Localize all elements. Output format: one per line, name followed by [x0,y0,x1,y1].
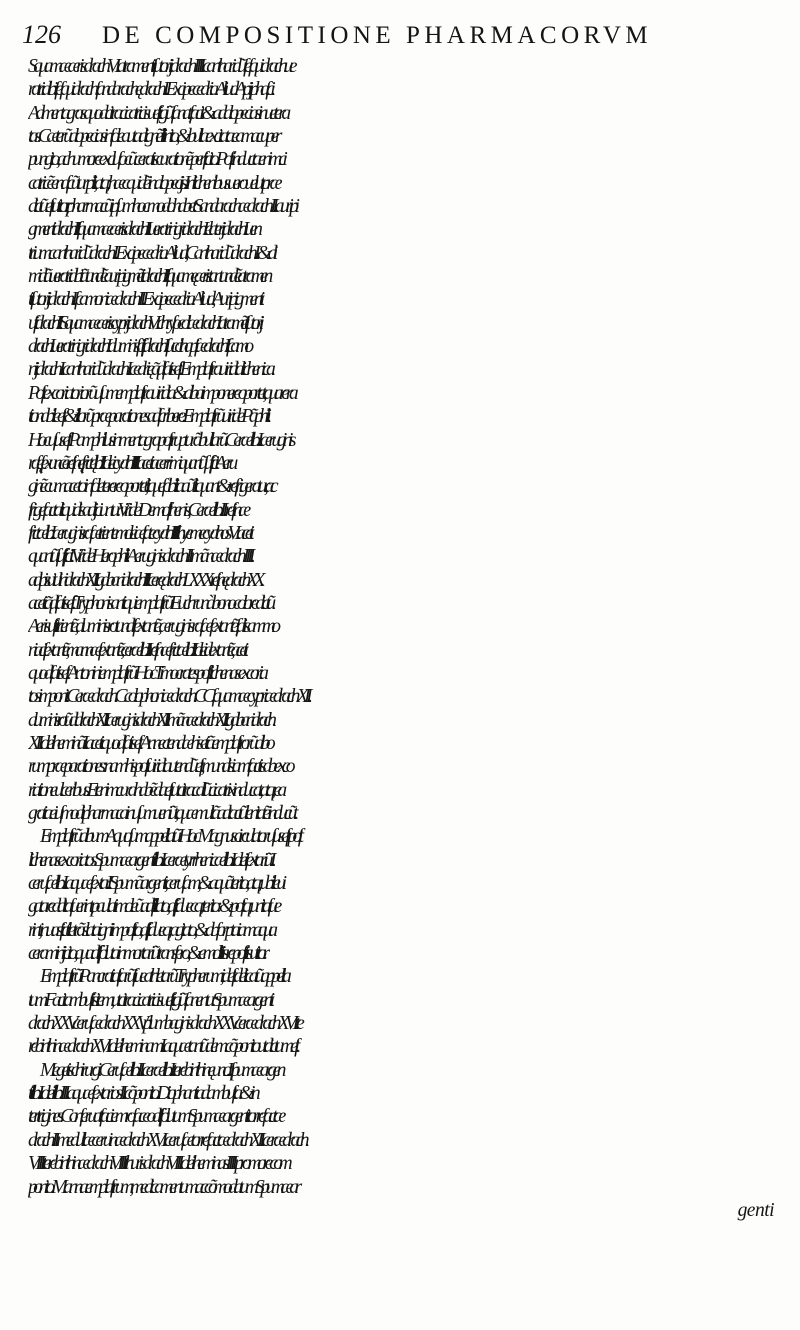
text-line: drach. II. medullæ ceruinæ drach. XVI. ceruſæ torrefactæ drach. XII. ceræ drach. [28,1129,306,1151]
text-line: frigefacta liquidis adijciuntur. Viride Demoſthenis, Ceræ lib. II. reſinæ [28,499,247,521]
text-line: Emplaſtrũ Pancratiaſtarũ ſiue athletarũ Trypherum, id eſt delicatũ appella [40,966,288,988]
text-line: XII. olei heminã I. aceti quod ſatis eſt. Annectendæ his etiã emplaſtrorũ albo [28,732,272,754]
text-line: tionabile eſt & illorũ præparationes adſcribere. Emplaſtrũ uiride Pãphili. [28,406,268,428]
text-line: Ad mentagras quod citra cicatricis ueſtigiũ ſanat, facit & ad alopecias inuetera [28,102,287,124]
text-line: tos imponit. Ceræ drach. C. colophoniæ drach. CC. ſquamæ cypriæ drach. XII. [28,686,309,708]
text-line: ceram inijcito, qua diſſoluta in mortariũ transfero, & emollitis repoſitis utitor. [28,943,264,965]
text-line: lichenas excoriatos. Spumæ argenti lib. I. ceræ tyrrhenicæ lib. I. olei ſextariũ. I. [28,849,273,871]
text-line: rint, in uas fictile trãslata igni impoſito, aſſidueq; agitato, & abſorpta iam aqua [28,919,274,941]
text-line: Aeris uſti trientẽ, aluminis rotundi ſextantẽ, æruginis raſæ ſextantẽ, ſalis ammo [28,616,277,638]
text-line: ceruſæ lib. I. aquæ ſextar. I. Spumã argenti, ceruſam, & aquã terito, atq; ubi leui [28,873,283,895]
text-line: ginẽ cum aceto in ſole terere oportet, liqueſcibilia aũt liquant & refrigeratur, ac [28,476,274,498]
text-line: tertrigines. Conſeruat faciem roſaceo diſſolutum. Spumæ argenti torrefactæ [28,1106,282,1128]
text-line: pungito, ac humore excluſo cũ ceratis curationẽ perficito. Poſt inducta enim ci [28,149,284,171]
text-line: aceti q̃d ſatis eſt. Tryphonis antiqui emplaſtrũ Euchrun à bono colore dictũ. [28,592,272,614]
text-line: quod ſatis eſt. Antonini emplaſtrũ. Hoc Timocrates poſt lichenas excoria [28,662,265,684]
text-line: Squamæ æris drach. VI.atramenti ſutorij drach. IIII. cantharidũ ſeſquidrach.ue [28,56,293,77]
text-line: quantũ ſufficit. Viride Herophili. Aeruginis drach. II. mãnæ drach. IIII. [28,546,252,568]
catchword: genti [737,1199,774,1221]
text-line: drach. XXV. ceruſæ drach. XXV. plumbaginis drach. XXV. ceræ drach. XVI. te [28,1013,301,1035]
text-line: gata reddita fuerint, paulatim oleũ adſtillato, aſſiduecq; terito: & poſtq; unita fue [28,896,278,918]
text-line: VIII. terebinthinæ drach. VIII. thuris drach. VIII. olei heminas IIII. pro more com [28,1153,289,1175]
text-line: Megetis chirurgi. Ceruſæ lib. II. ceræ lib. I. terebinthinę unc. I. ſpumæ argen [40,1059,282,1081]
running-head [22,20,760,52]
text-line: raſę ſexunc ẽ. reſinę frictę lib. II. olei cyath. IIII. aceti acerrimi quantũ ſufficit. Aeru [28,452,234,474]
text-line: midiã. ueratri albi tãtundẽ. auripigmẽti drach. II. ſquamę æris tantundẽ. atramen [28,266,269,288]
page-number: 126 [22,20,61,49]
text-line: drach. I. ueratri nigri drach. I aluminis ſciſſi drach. I. ſucci thapſiæ drach. I. ſcamo [28,336,250,358]
text-line: Hoc uſus eſt Pamphilus in mentagra poſt rupturã bullarũ. Ceræ lib. I. æruginis [28,429,292,451]
text-line: aluminis rotũdi drach. XII. æruginis drach. XII. mãnæ drach. XII. galbani drach. [28,709,273,731]
text-line: gmenti drach. II. ſquamæ æris drach. II. ueratri nigri drach. I. elaterij drach. I. uen [28,219,259,241]
text-line: catricẽ enaſcũtur pili, atq; hæc quidẽ in alopecijs. In lichenibus uero uelut præ [28,172,279,194]
text-line: trium cantharidũ drach. I. Excipe cedria. Aliud, Cantharidũ drach. I. & di [28,242,274,264]
text-line: ponito. Manna emplaſtrum, medicamentum accõmodatum. Spumæ ar [28,1176,298,1198]
text-line: niaci ſextantẽ, mannæ ſextantẽ, ceræ lib. II. reſinæ frictæ lib. II. olei dextantẽ, aceti [28,639,245,661]
text-line: ti lib. I. olei lib. III. aquæ ſextarios II. cõponito. Diophanti ad ambuſta & in [28,1083,257,1105]
text-line: uſti drach. II. Squamæ æris cyprij drach. VI. chryſocollæ drach. I. atramẽti ſutorij [28,312,260,334]
text-line: frictæ lib. I. æruginis raſæ trientem. olei æſtate cyath. IIII. hyeme cyathos VI. aceti [28,522,250,544]
text-line: dictũ eſt utitor, pharmacũ ipſum hoc modo habet. Sandarachæ drach. II. auripi [28,196,296,218]
text-line: Poſt excoriatoriorũ uſum emplaſtra uiridia & alba imponere oportet, quare ra [28,382,295,404]
text-line: ti ſutorij drach. I. ſcamoniæ drach. II. Excipe cedria. Aliud, Auripigmenti [28,289,261,311]
text-line: gratia eiuſmodi pharmaca in uſum ueniũt, quæ multã ad tactũ lenitatẽ inducũt. [28,803,295,824]
text-body [28,55,780,1222]
text-line: adipis uitulini drach. XII. galbani drach. III. cerę drach. LXXX. reſinę drach. XX. [28,569,261,591]
text-line: tas. Cæterũ alopecias in ſole aut ad ignẽ illinito, & bulla excitata eam acu per [28,126,278,148]
text-line: riatione ulceribus. Etenim cura habẽda eſt ut citra callũ cicatrix inducat, atq; ea [28,779,283,801]
text-line: rum præparationes: nam his poſt uiridia utendũ eſt, mundis iam factis ab exco [28,756,292,778]
text-line: tum. Facit ambuſtis item, ut citra cicatricis ueſtigiũ ſanentur. Spumæ argenti [28,989,271,1011]
text-line: rebinthinæ drach. XVI. olei heminam I. aquæ tantũdem. cõponito ut dictum eſt. [28,1036,297,1058]
text-line: ratri albi ſeſquidrach. ſandarachę drach. I. Excipe cedria. Aliud Apij phaſci. [28,79,272,101]
running-title: DE COMPOSITIONE PHARMACORVM [102,22,653,49]
text-line: nij drach. I. cantharidũ drach. I. cedrię q̃d ſatis eſt. Emplaſtra uiridia lichenica. [28,359,272,381]
text-line: Emplaſtrũ album Aquoſum appellatũ. Hoc Magnus circulator uſus eſt poſt [40,826,300,848]
